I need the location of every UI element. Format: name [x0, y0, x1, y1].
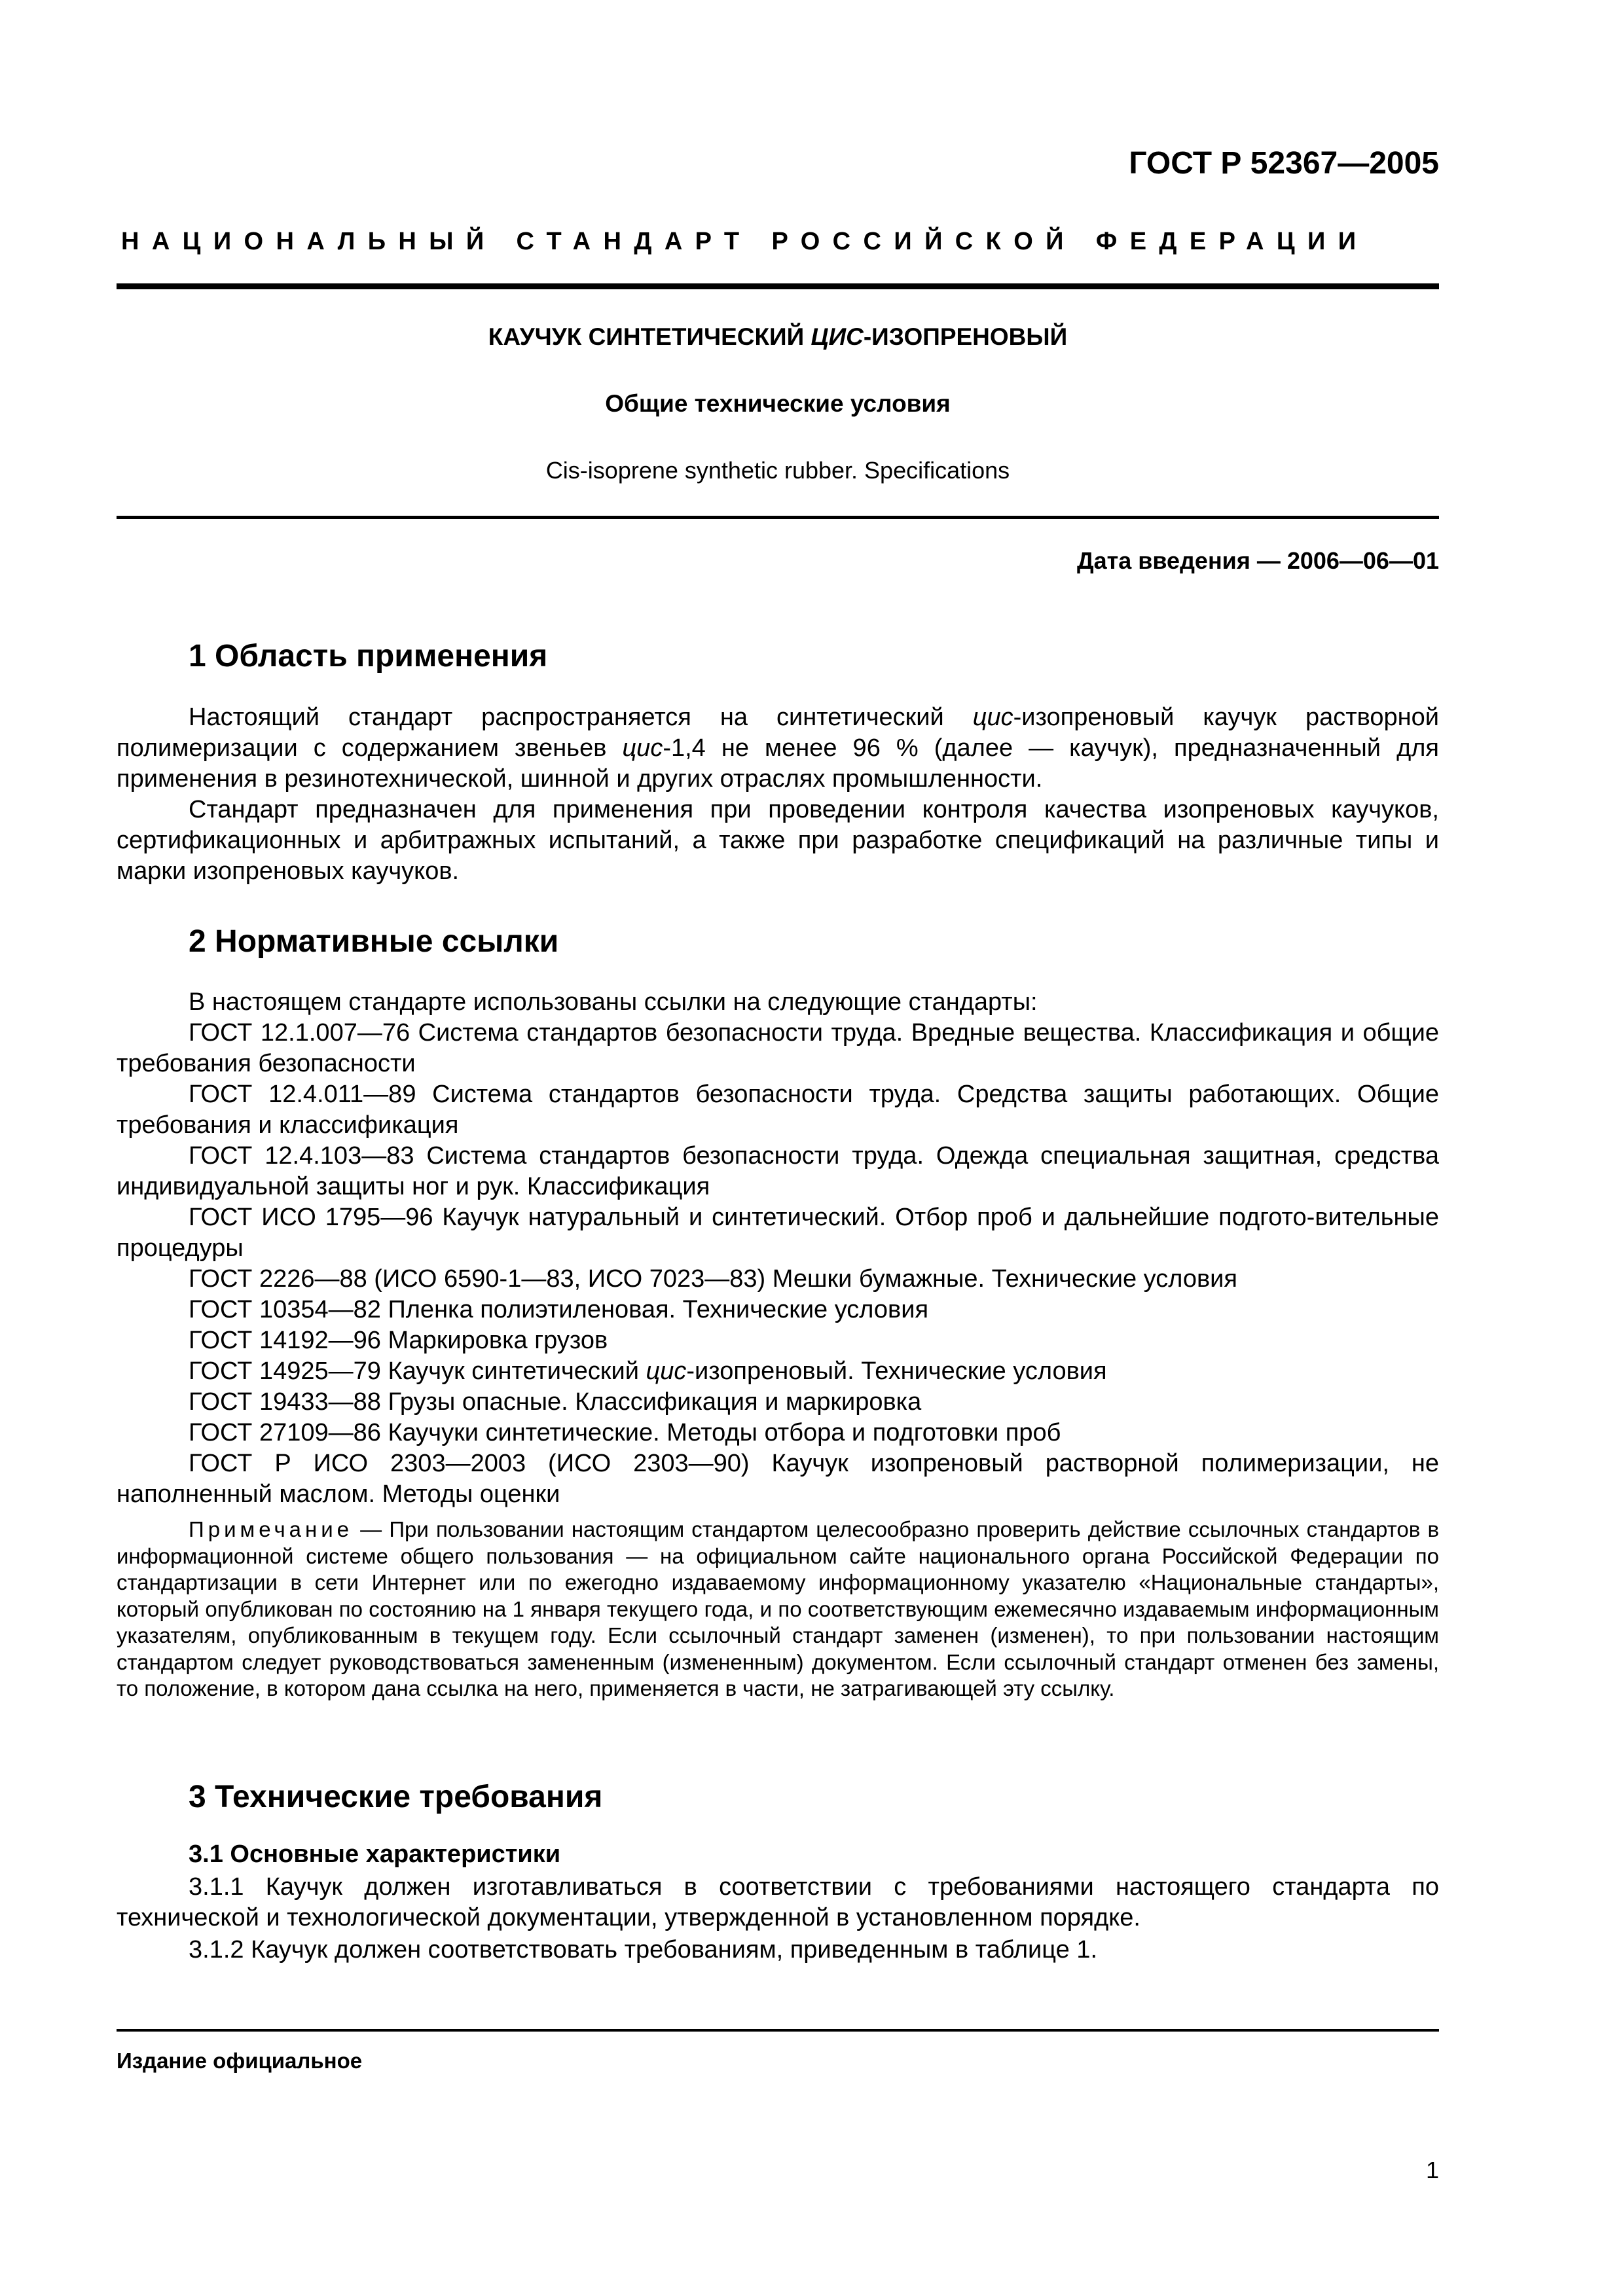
document-title: КАУЧУК СИНТЕТИЧЕСКИЙ ЦИС-ИЗОПРЕНОВЫЙ: [488, 323, 1068, 350]
introduction-date: Дата введения — 2006—06—01: [1076, 547, 1439, 574]
reference-item: ГОСТ 2226—88 (ИСО 6590-1—83, ИСО 7023—83) Мешки бумажные. Технические условия: [189, 1265, 1237, 1293]
reference-item: ГОСТ 10354—82 Пленка полиэтиленовая. Технические условия: [189, 1296, 929, 1323]
reference-item: ГОСТ 27109—86 Каучуки синтетические. Методы отбора и подготовки проб: [189, 1419, 1061, 1446]
section-3-paragraph-1: 3.1.1 Каучук должен изготавливаться в соответствии с требованиями настоящего стандарта по технической и технологической документации, утвержденной в установленном порядке.: [117, 1873, 1439, 1931]
title-rule: [117, 516, 1439, 519]
page-number: 1: [1425, 2157, 1439, 2183]
document-code: ГОСТ Р 52367—2005: [1129, 146, 1439, 181]
edition-label: Издание официальное: [117, 2049, 363, 2073]
reference-item: ГОСТ 12.4.011—89 Система стандартов безопасности труда. Средства защиты работающих. Общие требования и классификация: [117, 1081, 1439, 1139]
subsection-3-1-heading: 3.1 Основные характеристики: [189, 1840, 561, 1868]
section-3-paragraph-2: 3.1.2 Каучук должен соответствовать требованиям, приведенным в таблице 1.: [189, 1936, 1098, 1964]
footer-rule: [117, 2029, 1439, 2032]
national-standard-banner: НАЦИОНАЛЬНЫЙ СТАНДАРТ РОССИЙСКОЙ ФЕДЕРАЦИИ: [121, 228, 1369, 255]
reference-item: ГОСТ Р ИСО 2303—2003 (ИСО 2303—90) Каучук изопреновый растворной полимеризации, не наполненный маслом. Методы оценки: [117, 1450, 1439, 1508]
reference-item: ГОСТ 14192—96 Маркировка грузов: [189, 1327, 608, 1354]
section-3-heading: 3 Технические требования: [189, 1780, 603, 1814]
reference-item: ГОСТ 19433—88 Грузы опасные. Классификация и маркировка: [189, 1388, 922, 1416]
reference-item: ГОСТ 12.4.103—83 Система стандартов безопасности труда. Одежда специальная защитная, средства индивидуальной защиты ног и рук. Классификация: [117, 1142, 1439, 1200]
section-1-paragraph-2: Стандарт предназначен для применения при проведении контроля качества изопреновых каучуков, сертификационных и арбитражных испытаний, а также при разработке спецификаций на различные типы и марки изопреновых каучуков.: [117, 796, 1439, 885]
reference-item: ГОСТ 14925—79 Каучук синтетический цис-изопреновый. Технические условия: [189, 1357, 1107, 1385]
section-1-paragraph-1: Настоящий стандарт распространяется на синтетический цис-изопреновый каучук растворной полимеризации с содержанием звеньев цис-1,4 не менее 96 % (далее — каучук), предназначенный для применения в резинотехнической, шинной и других отраслях промышленности.: [117, 704, 1439, 793]
document-subtitle: Общие технические условия: [605, 390, 951, 417]
document-title-english: Cis-isoprene synthetic rubber. Specifications: [545, 457, 1010, 484]
section-2-heading: 2 Нормативные ссылки: [189, 924, 559, 959]
header-rule: [117, 283, 1439, 289]
references-intro: В настоящем стандарте использованы ссылки на следующие стандарты:: [189, 988, 1038, 1016]
reference-item: ГОСТ 12.1.007—76 Система стандартов безопасности труда. Вредные вещества. Классификация и общие требования безопасности: [117, 1019, 1439, 1077]
reference-item: ГОСТ ИСО 1795—96 Каучук натуральный и синтетический. Отбор проб и дальнейшие подгото-вительные процедуры: [117, 1204, 1439, 1262]
note-label: Примечание: [189, 1517, 354, 1541]
references-note: Примечание — При пользовании настоящим стандартом целесообразно проверить действие ссылочных стандартов в информационной системе общего пользования — на официальном сайте национального органа Российской Федерации по стандартизации в сети Интернет или по ежегодно издаваемому информационному указателю «Национальные стандарты», который опубликован по состоянию на 1 января текущего года, и по соответствующим ежемесячно издаваемым информационным указателям, опубликованным в текущем году. Если ссылочный стандарт заменен (изменен), то при пользовании настоящим стандартом следует руководствоваться замененным (измененным) документом. Если ссылочный стандарт отменен без замены, то положение, в котором дана ссылка на него, применяется в части, не затрагивающей эту ссылку.: [117, 1517, 1439, 1700]
section-1-heading: 1 Область применения: [189, 639, 548, 673]
